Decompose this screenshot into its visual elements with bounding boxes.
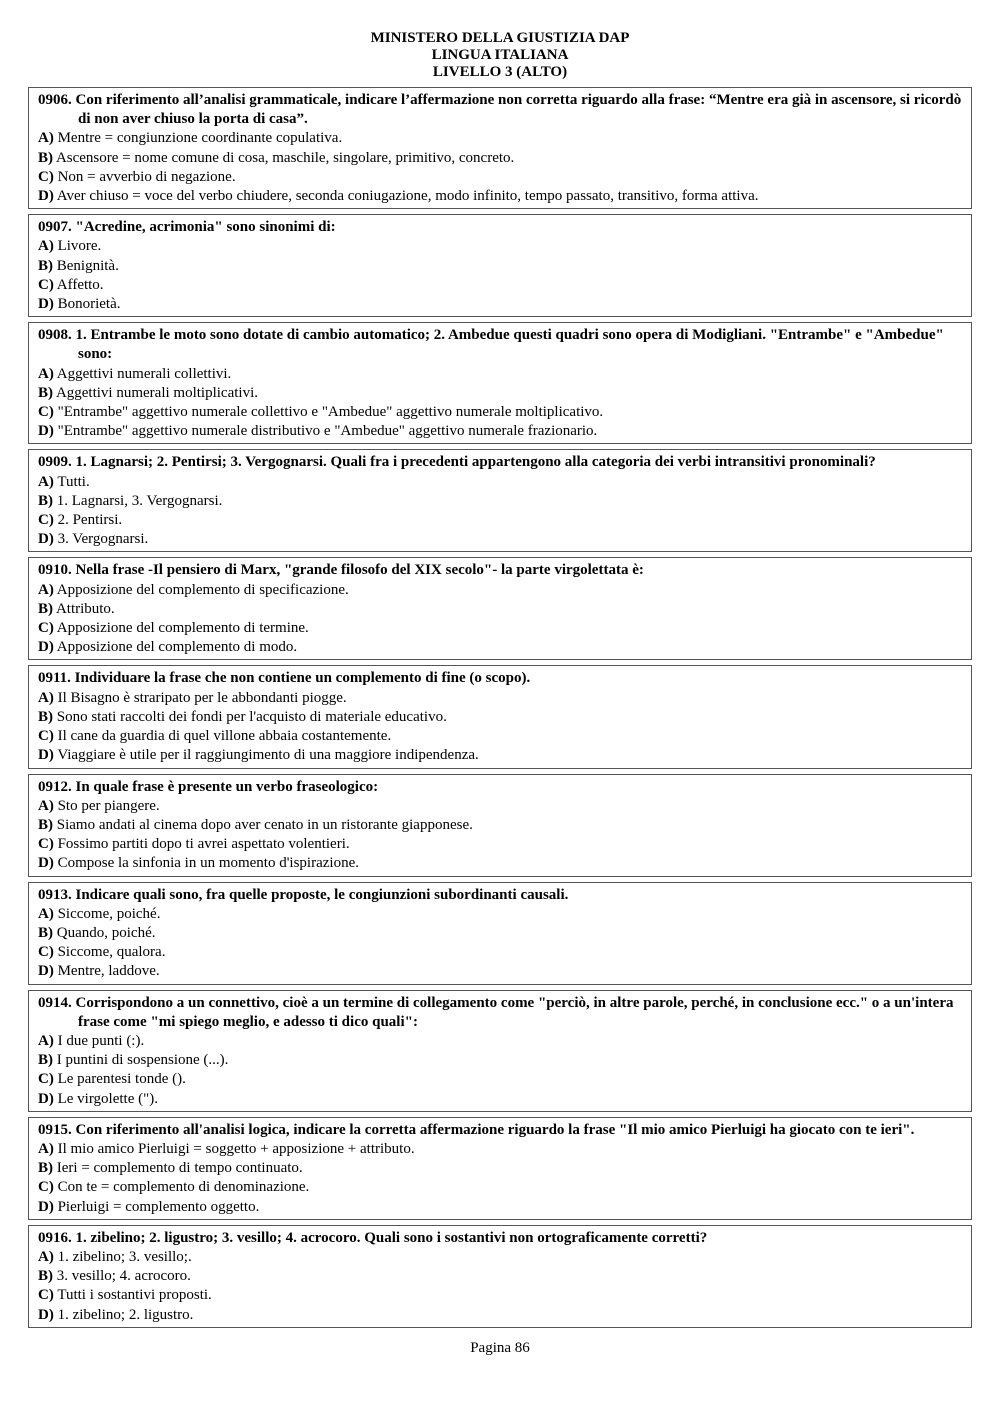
answer-option <box>38 422 962 441</box>
option-text: Quando, poiché. <box>56 924 156 941</box>
option-letter: D) <box>38 188 54 205</box>
option-text: Sono stati raccolti dei fondi per l'acquisto di materiale educativo. <box>56 708 447 725</box>
option-text: Compose la sinfonia in un momento d'ispirazione. <box>57 855 359 872</box>
option-letter: C) <box>38 404 54 421</box>
option-letter: A) <box>38 1140 54 1157</box>
answer-option <box>38 619 962 638</box>
answer-option <box>38 1032 962 1051</box>
option-text: 2. Pentirsi. <box>57 512 123 529</box>
answer-option <box>38 816 962 835</box>
option-text: Livore. <box>57 238 102 255</box>
option-letter: D) <box>38 1090 54 1107</box>
option-letter: C) <box>38 836 54 853</box>
answer-option <box>38 1306 962 1325</box>
answer-option <box>38 835 962 854</box>
option-letter: B) <box>38 149 53 166</box>
option-letter: D) <box>38 423 54 440</box>
option-text: Pierluigi = complemento oggetto. <box>57 1198 260 1215</box>
option-letter: D) <box>38 747 54 764</box>
option-letter: C) <box>38 728 54 745</box>
question-box <box>28 1225 972 1328</box>
option-text: Il Bisagno è straripato per le abbondanti piogge. <box>57 689 347 706</box>
option-letter: C) <box>38 1071 54 1088</box>
answer-option <box>38 1286 962 1305</box>
question-box <box>28 557 972 660</box>
option-letter: B) <box>38 708 53 725</box>
answer-option <box>38 237 962 256</box>
question-box <box>28 882 972 985</box>
option-letter: A) <box>38 797 54 814</box>
option-text: Tutti. <box>57 473 90 490</box>
answer-option <box>38 581 962 600</box>
header-subject: LINGUA ITALIANA <box>431 47 569 63</box>
option-letter: D) <box>38 855 54 872</box>
option-letter: D) <box>38 639 54 656</box>
header-level: LIVELLO 3 (ALTO) <box>432 64 568 80</box>
option-text: Bonorietà. <box>57 296 121 313</box>
option-text: Mentre, laddove. <box>57 963 160 980</box>
option-text: Siccome, qualora. <box>57 944 166 961</box>
option-text: Ascensore = nome comune di cosa, maschile, singolare, primitivo, concreto. <box>55 149 515 166</box>
option-text: Benignità. <box>56 257 119 274</box>
option-letter: C) <box>38 512 54 529</box>
option-text: Aggettivi numerali collettivi. <box>56 365 232 382</box>
option-text: 1. zibelino; 2. ligustro. <box>57 1306 194 1323</box>
answer-option <box>38 1140 962 1159</box>
option-letter: A) <box>38 1032 54 1049</box>
option-letter: B) <box>38 384 53 401</box>
option-letter: C) <box>38 168 54 185</box>
question-text: 0915. Con riferimento all'analisi logica, indicare la corretta affermazione riguardo la frase "Il mio amico Pierluigi ha giocato con te ieri". <box>38 1121 915 1138</box>
answer-option <box>38 943 962 962</box>
answer-option <box>38 295 962 314</box>
option-text: 3. vesillo; 4. acrocoro. <box>56 1268 191 1285</box>
option-letter: B) <box>38 924 53 941</box>
option-letter: D) <box>38 963 54 980</box>
page-number: Pagina 86 <box>470 1340 530 1356</box>
answer-option <box>38 1178 962 1197</box>
answer-option <box>38 746 962 765</box>
option-text: Apposizione del complemento di specificazione. <box>56 581 349 598</box>
option-text: Apposizione del complemento di termine. <box>56 620 309 637</box>
option-text: Il mio amico Pierluigi = soggetto + apposizione + attributo. <box>57 1140 415 1157</box>
option-letter: B) <box>38 257 53 274</box>
answer-option <box>38 530 962 549</box>
option-text: Mentre = congiunzione coordinante copulativa. <box>57 130 343 147</box>
question-box <box>28 774 972 877</box>
answer-option <box>38 708 962 727</box>
option-text: "Entrambe" aggettivo numerale distributivo e "Ambedue" aggettivo numerale frazionario. <box>57 423 598 440</box>
answer-option <box>38 1248 962 1267</box>
question-text: 0908. 1. Entrambe le moto sono dotate di cambio automatico; 2. Ambedue questi quadri sono opera di Modigliani. "Entrambe" e "Ambedue" sono: <box>38 327 944 363</box>
answer-option <box>38 638 962 657</box>
option-text: 1. Lagnarsi, 3. Vergognarsi. <box>56 492 223 509</box>
option-letter: A) <box>38 581 54 598</box>
option-text: I puntini di sospensione (...). <box>56 1052 229 1069</box>
option-letter: C) <box>38 620 54 637</box>
option-text: Sto per piangere. <box>57 797 160 814</box>
option-text: Non = avverbio di negazione. <box>57 168 236 185</box>
option-text: Viaggiare è utile per il raggiungimento di una maggiore indipendenza. <box>57 747 479 764</box>
option-letter: A) <box>38 238 54 255</box>
answer-option <box>38 962 962 981</box>
question-box <box>28 87 972 209</box>
answer-option <box>38 257 962 276</box>
answer-option <box>38 689 962 708</box>
option-letter: C) <box>38 1179 54 1196</box>
option-letter: D) <box>38 1306 54 1323</box>
answer-option <box>38 365 962 384</box>
option-letter: B) <box>38 1160 53 1177</box>
answer-option <box>38 403 962 422</box>
answer-option <box>38 149 962 168</box>
option-text: Il cane da guardia di quel villone abbaia costantemente. <box>57 728 392 745</box>
option-letter: C) <box>38 276 54 293</box>
question-box <box>28 214 972 317</box>
option-letter: D) <box>38 1198 54 1215</box>
answer-option <box>38 1090 962 1109</box>
answer-option <box>38 1070 962 1089</box>
header-ministry: MINISTERO DELLA GIUSTIZIA DAP <box>370 30 630 46</box>
question-text: 0907. "Acredine, acrimonia" sono sinonimi di: <box>38 219 336 236</box>
option-letter: D) <box>38 296 54 313</box>
question-text: 0914. Corrispondono a un connettivo, cioè a un termine di collegamento come "perciò, in altre parole, perché, in conclusione ecc." o a un'intera frase come "mi spiego meglio, e adesso ti dico quali": <box>38 994 954 1030</box>
option-letter: C) <box>38 944 54 961</box>
option-text: Le parentesi tonde (). <box>57 1071 186 1088</box>
page-header <box>0 30 1000 81</box>
answer-option <box>38 727 962 746</box>
question-box <box>28 322 972 444</box>
option-letter: C) <box>38 1287 54 1304</box>
option-letter: A) <box>38 365 54 382</box>
option-letter: B) <box>38 492 53 509</box>
option-letter: A) <box>38 1248 54 1265</box>
option-letter: A) <box>38 905 54 922</box>
answer-option <box>38 276 962 295</box>
answer-option <box>38 168 962 187</box>
question-text: 0911. Individuare la frase che non contiene un complemento di fine (o scopo). <box>38 670 531 687</box>
answer-option <box>38 129 962 148</box>
option-letter: B) <box>38 1268 53 1285</box>
answer-option <box>38 1159 962 1178</box>
question-box <box>28 665 972 768</box>
option-text: I due punti (:). <box>57 1032 145 1049</box>
option-text: Affetto. <box>56 276 104 293</box>
option-letter: A) <box>38 130 54 147</box>
answer-option <box>38 473 962 492</box>
answer-option <box>38 905 962 924</box>
option-text: Siamo andati al cinema dopo aver cenato in un ristorante giapponese. <box>56 816 473 833</box>
option-letter: A) <box>38 689 54 706</box>
question-text: 0906. Con riferimento all’analisi grammaticale, indicare l’affermazione non corretta riguardo alla frase: “Mentre era già in ascensore, si ricordò di non aver chiuso la porta di casa”. <box>38 92 962 128</box>
option-letter: D) <box>38 531 54 548</box>
option-text: Aver chiuso = voce del verbo chiudere, seconda coniugazione, modo infinito, tempo passato, transitivo, forma attiva. <box>56 188 759 205</box>
option-letter: B) <box>38 1052 53 1069</box>
answer-option <box>38 187 962 206</box>
option-text: Le virgolette ("). <box>57 1090 158 1107</box>
option-text: Attributo. <box>55 600 115 617</box>
question-list <box>28 87 972 1333</box>
option-text: Ieri = complemento di tempo continuato. <box>56 1160 303 1177</box>
answer-option <box>38 1198 962 1217</box>
question-text: 0910. Nella frase -Il pensiero di Marx, "grande filosofo del XIX secolo"- la parte virgolettata è: <box>38 562 644 579</box>
option-letter: B) <box>38 600 53 617</box>
option-text: Tutti i sostantivi proposti. <box>57 1287 212 1304</box>
answer-option <box>38 511 962 530</box>
question-text: 0909. 1. Lagnarsi; 2. Pentirsi; 3. Vergognarsi. Quali fra i precedenti appartengono alla categoria dei verbi intransitivi pronominali? <box>38 454 876 471</box>
option-text: Fossimo partiti dopo ti avrei aspettato volentieri. <box>57 836 350 853</box>
option-text: Apposizione del complemento di modo. <box>56 639 298 656</box>
option-text: Siccome, poiché. <box>57 905 161 922</box>
option-text: 1. zibelino; 3. vesillo;. <box>57 1248 192 1265</box>
answer-option <box>38 1267 962 1286</box>
question-text: 0913. Indicare quali sono, fra quelle proposte, le congiunzioni subordinanti causali. <box>38 886 569 903</box>
option-text: 3. Vergognarsi. <box>57 531 149 548</box>
answer-option <box>38 492 962 511</box>
question-text: 0912. In quale frase è presente un verbo fraseologico: <box>38 778 379 795</box>
option-text: Aggettivi numerali moltiplicativi. <box>55 384 258 401</box>
answer-option <box>38 854 962 873</box>
question-text: 0916. 1. zibelino; 2. ligustro; 3. vesillo; 4. acrocoro. Quali sono i sostantivi non ortograficamente corretti? <box>38 1229 708 1246</box>
option-text: "Entrambe" aggettivo numerale collettivo e "Ambedue" aggettivo numerale moltiplicativo. <box>57 404 604 421</box>
question-box <box>28 1117 972 1220</box>
answer-option <box>38 797 962 816</box>
option-letter: A) <box>38 473 54 490</box>
option-text: Con te = complemento di denominazione. <box>57 1179 310 1196</box>
answer-option <box>38 924 962 943</box>
question-box <box>28 449 972 552</box>
answer-option <box>38 384 962 403</box>
option-letter: B) <box>38 816 53 833</box>
answer-option <box>38 1051 962 1070</box>
answer-option <box>38 600 962 619</box>
question-box <box>28 990 972 1112</box>
